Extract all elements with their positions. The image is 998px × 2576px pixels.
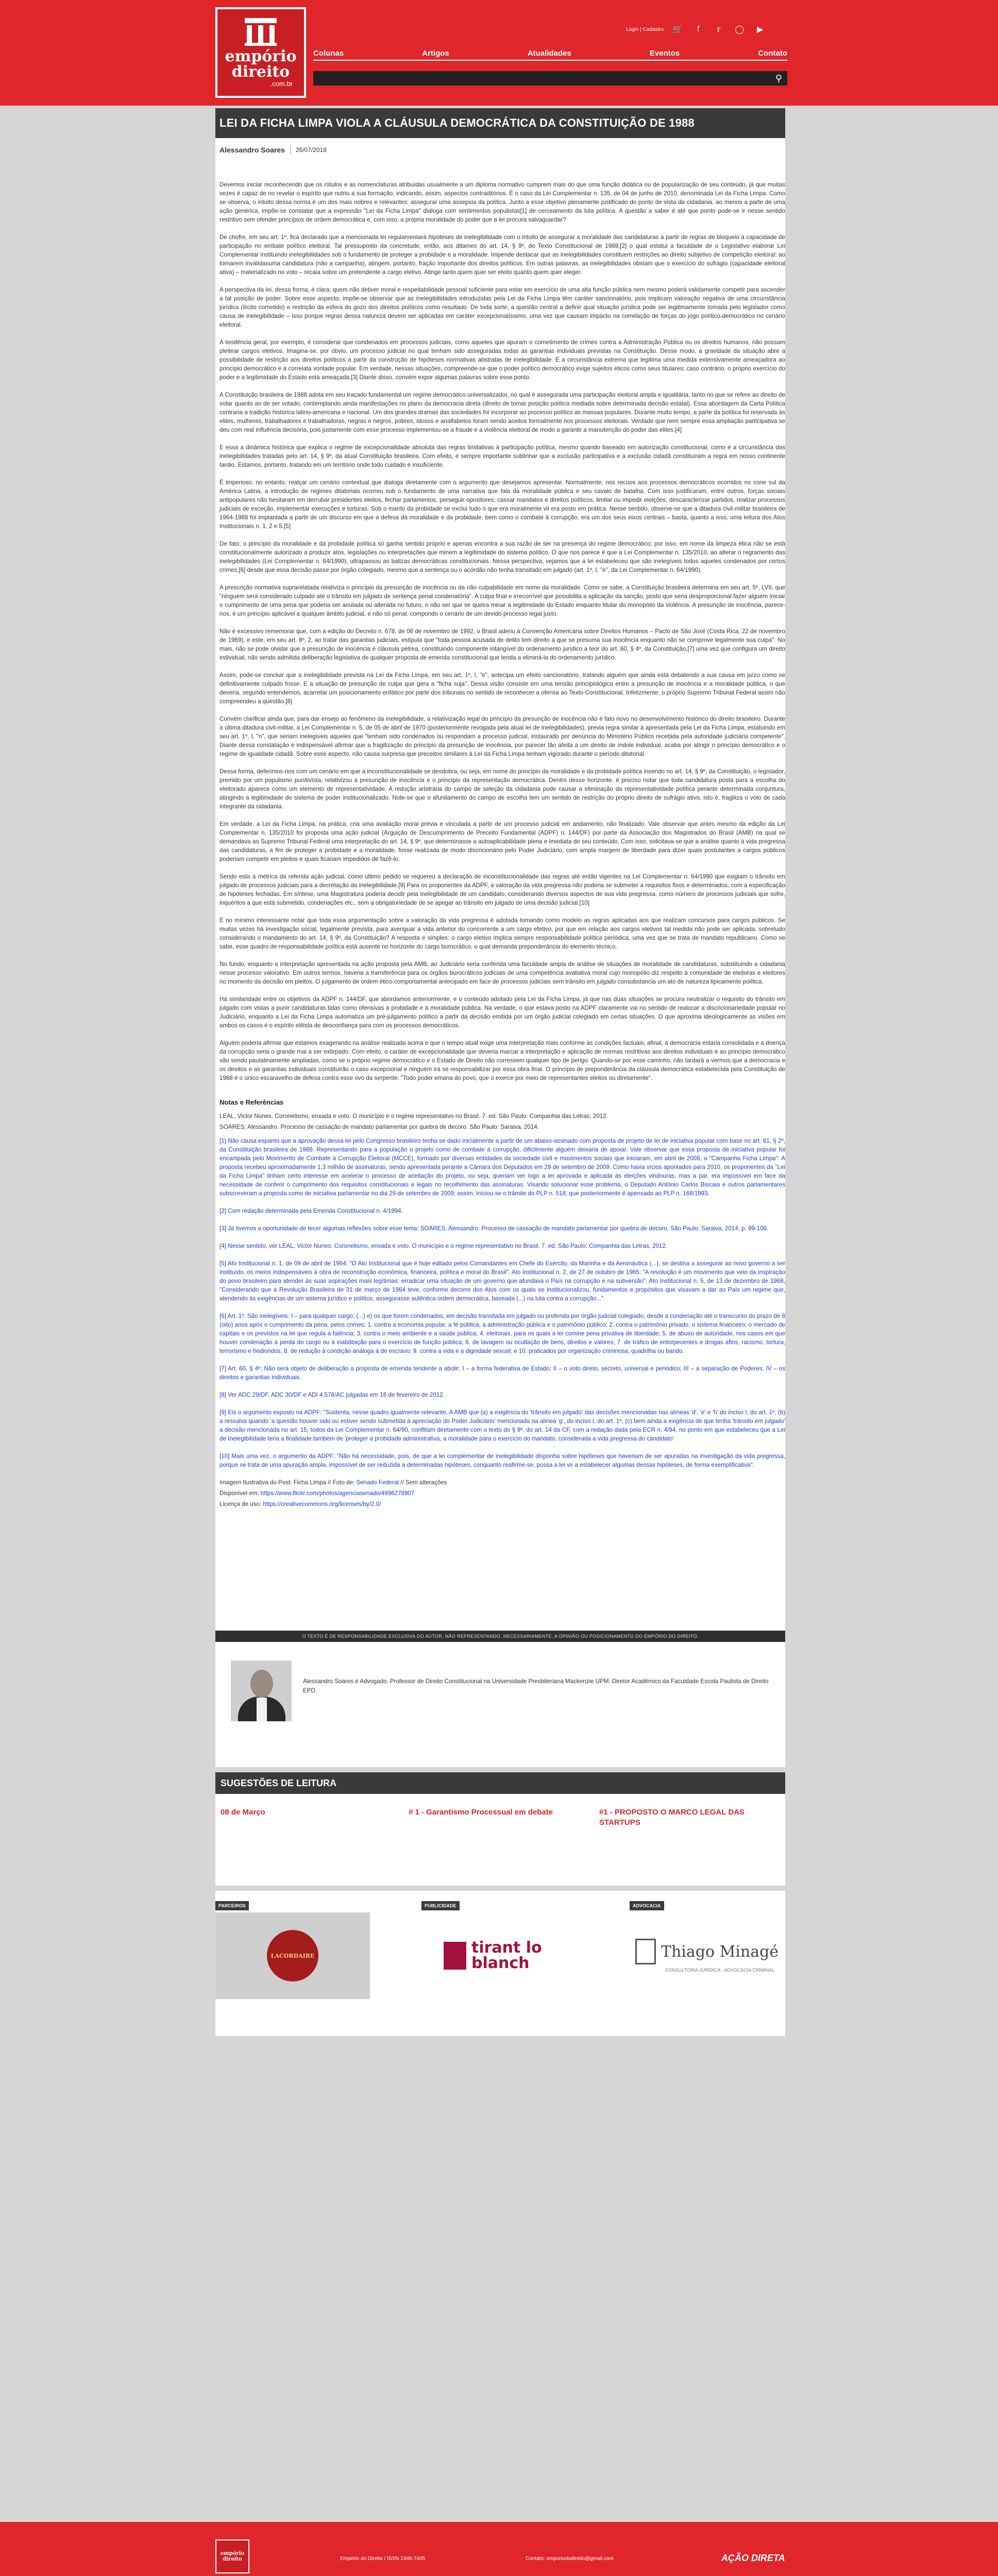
available-at: [219, 1489, 785, 1498]
article-paragraph: Em verdade, a Lei da Ficha Limpa, na prática, cria uma avaliação moral prévia e vinculada a partir de um processo judicial em andamento, não finalizado. Vale observar que antes mesmo da edição da Lei Complementar n. 135/2010 foi proposta uma ação judicial (Arguição de Descumprimento de Preceito Fundamental (ADPF) n. 144/DF) por parte da Associação dos Magistrados do Brasil (AMB) na qual se demandava ao Supremo Tribunal Federal uma interpretação do art. 14, § 9º, que determinasse a autoaplicabilidade plena e imediata do seu conteúdo. Com isso, solicitava-se que a análise quanto à vida pregressa das candidaturas, a fim de proteger a probidade e a moralidade, fosse realizada de modo discricionário pelo Poder Judiciário, com ampla margem de liberdade para dizer quais postulantes a cargos públicos poderiam competir em pleitos e quais ficariam impedidos de fazê-lo.: [219, 821, 785, 862]
article-card: [215, 108, 785, 1767]
article-paragraph: Assim, pode-se concluir que a inelegibilidade prevista na Lei da Ficha Limpa, em seu art. 1º, I, "e", antecipa um efeito sancionatório, tratando alguém que ainda está debatendo a sua causa em juízo como se definitivamente culpado fosse. E a situação de presunção de culpa que gera a "ficha suja". Dessa visão consiste em uma tensão principiológica entre a presunção de inocência e a moralidade pública, o que deveria, segundo entendemos, acarretar um posicionamento enfático por parte dos tribunais no sentido de reconhecer a ofensa ao Texto Constitucional. Infelizmente, o próprio Supremo Tribunal Federal assim não compreendeu a questão.[8]: [219, 672, 785, 705]
facebook-icon[interactable]: f: [697, 25, 700, 33]
article-paragraph: A tendência geral, por exemplo, é considerar que condenados em processos judiciais, como aqueles que apuram o cometimento de crimes contra a Administração Pública ou os direitos humanos, não possam pleitear cargos eletivos. Imagina-se, por óbvio, um processo judicial no qual tenham sido asseguradas todas as garantias individuais previstas na Constituição. Desse modo, a gravidade da situação abre a possibilidade de restrição aos direitos políticos a partir da construção de hipóteses normativas abstratas de inelegibilidade. É a circunstância extrema que legitima uma medida extensivamente ameaçadora ao princípio democrático e à correlata vontade popular. Em verdade, nessas situações, compreende-se que o poder político democrático exige sujeitos éticos como seus titulares; caso contrário, o próprio exercício do poder e a legitimidade do Estado está ameaçada.[3] Diante disso, convém expor algumas palavras sobre esse ponto.: [219, 339, 785, 381]
article-paragraph: A perspectiva da lei, dessa forma, é clara: quem não detiver moral e respeitabilidade pessoal suficiente para estar em exercício de uma alta função pública nem mesmo poderá validamente competir para ascender a tal posição de poder. Sobre esse aspecto, impõe-se observar que as inelegibilidades introduzidas pela Lei da Ficha Limpa têm caráter sancionatório, pois implicam valoração negativa de uma circunstância jurídica (ilícito cometido) e restrição da esfera do gozo dos direitos políticos como resultado. De toda sorte, a questão central a definir qual situação jurídica pode ser legitimamente tomada pelo legislador como causa de inelegibilidade – isso porque regras dessa natureza devem ser aplicadas em caráter excepcionalíssimo, uma vez que causam impacto na correlação de forças do jogo político-democrático no cenário eleitoral.: [219, 286, 785, 328]
publish-date: 26/07/2018: [295, 146, 327, 154]
byline-divider: [290, 146, 291, 154]
nav-contato[interactable]: Contato: [758, 48, 787, 58]
article-paragraph: Há similaridade entre os objetivos da ADPF n. 144/DF, que abordamos anteriormente, e o conteúdo adotado pela Lei da Ficha Limpa, já que nas duas situações se procura neutralizar o requisito do trânsito em julgado com vistas a punir candidaturas tidas como ofensivas à probidade e à moralidade pública. Na verdade, o que estava posto na ADPF claramente vai no sentido de realocar a discricionariedade popular no Judiciário, enquanto a Lei da Ficha Limpa automatiza um pré-julgamento político a partir da decisão emitida por um órgão judicial colegiado em certas situações. O que aproxima ideologicamente as visões em ambos os casos é o espírito elitista de desconfiança para com os processos democráticos.: [219, 996, 785, 1029]
article-paragraph: De fato, o princípio da moralidade e da probidade política só ganha sentido próprio e apenas encontra a sua razão de ser na presença do regime democrático; por isso, em nome da limpeza ética não se está constitucionalmente autorizado a produzir atos, legislações ou interpretações que minem a legitimidade do sistema político. O que nos parece é que a Lei Complementar n. 135/2010, ao alterar o regramento das inelegibilidades (Lei Complementar n. 64/1990), ultrapassou as balizas democráticas constitucionais. Nessa perspectiva, vejamos que a lei estabeleceu que são inelegíveis todos aqueles condenados por certos crimes,[6] desde que essa decisão passe por órgão colegiado, mesmo que a sentença ou o acórdão não tenha transitado em julgado (art. 1º, I, "e", da Lei Complementar n. 64/1990).: [219, 540, 785, 573]
image-credit: [219, 1478, 785, 1487]
search-bar: [313, 71, 787, 86]
reference-item: LEAL, Victor Nunes. Coronelismo, enxada e voto. O município e o regime representativo no Brasil. 7. ed. São Paulo: Companhia das Letras, 2012.: [219, 1113, 608, 1120]
article-paragraph: Alguém poderia afirmar que estamos exagerando na análise realizada acima e que o tempo atual exige uma interpretação mais conforme às condições factuais; afinal, a democracia estaria consolidada e a doença da corrupção seria o grande mal a ser extirpado. Com efeito, o caráter de excepcionalidade que deveria marcar a interpretação e aplicação de normas restritivas aos direitos individuais e ao princípio democrático vão sendo paulatinamente ampliadas, como se o próprio regime democrático e o Estado de Direito não corressem qualquer tipo de perigo. Quando-se por esse caminho, não tardará a vermos que a democracia e os direitos e as garantias individuais constituirão o caso excepcional e ninguém irá se responsabilizar por essa obra final. O princípio de preponderância da cláusula democrática estabelecida pela Constituição de 1988 é o único escaravelho de defesa contra esse ovo da serpente. "Todo poder emana do povo, que o exerce por meio de representantes eleitos ou diretamente".: [219, 1040, 785, 1081]
article-paragraph: A Constituição brasileira de 1988 adota em seu traçado fundamental um regime democrático universalizador, no qual é assegurada uma participação eleitoral ampla e igualitária, tanto no que se refere ao direito de votar quanto ao de ser votado, contemplando ainda manifestações no plano da democracia direta (direito de tomar posição política mediada sobre determinada decisão estatal). Essa abordagem da Carta Política contraria a tradição histórica latino-americana e nacional. Um dos grandes dramas das sociedades foi incorporar ao processo político as massas populares. Durante muito tempo, a parte da política foi reservada às elites, mulheres, trabalhadores e trabalhadoras, negras e negros, pobres, idosos e analfabetos foram sendo aceitos formalmente nos processos eleitorais. Verdade que nem sempre essa ampliação participativa se deu com real influência decisória, pois justamente com esse processo implementou-se a fraude e a violência eleitoral de modo a garantir a manutenção do poder das elites.[4]: [219, 392, 785, 433]
footnote-1[interactable]: [1] Não causa espanto que a aprovação dessa lei pelo Congresso brasileiro tenha se dado inicialmente a partir de um abaixo-assinado com proposta de projeto de lei de iniciativa popular com base no art. 61, § 2º, da Constituição brasileira de 1988. Representando para a população o projeto como de combate à corrupção, dificilmente alguém deixaria de apoiar. Vale observar que essa proposta de iniciativa popular foi encampada pelo Movimento de Combate à Corrupção Eleitoral (MCCE), formado por diversas entidades da sociedade civil e movimentos sociais que iniciaram, em abril de 2008, a "Campanha Ficha Limpa". A proposta recebeu aproximadamente 1,3 milhão de assinaturas, sendo apresentada perante a Câmara dos Deputados em 29 de setembro de 2009. Como havia vícios apontados para 2010, os proponentes da "Lei da Ficha Limpa" tinham certo interesse em acelerar o processo de aceitação do projeto, ou seja, queriam ver logo a lei aprovada e aplicada às eleições vindouras, mas a par, era impossível em face da necessidade de conferir o cumprimento dos requisitos constitucionais e legais no recolhimento das assinaturas. Visando solucionar esse problema, o Deputado Antônio Carlos Biscaia e outros parlamentares subscreveram a proposta como de iniciativa parlamentar no dia 29 de setembro de 2009; assim, iniciou-se o trâmite do PLP n. 518, que posteriormente é apensado ao PLP n. 168/1993.: [219, 1138, 785, 1197]
instagram-icon[interactable]: ◯: [735, 25, 745, 34]
suggestion-link[interactable]: #1 - PROPOSTO O MARCO LEGAL DAS STARTUPS: [599, 1808, 745, 1827]
cart-icon[interactable]: 🛒: [672, 25, 683, 34]
footnote-10[interactable]: [10] Mais uma vez, o argumento da ADPF: "Não há necessidade, pois, de que a lei complementar de inelegibilidade disponha sobre hipóteses que haveriam de ser apuradas na investigação da vida pregressa, porque se trata de uma apuração ampla, impossível de ser reduzida a determinadas hipóteses, conquanto reafirme-se, possa a lei vir a estabelecer algumas dessas hipóteses, de forma exemplificativa".: [219, 1453, 785, 1468]
footnote-5[interactable]: [5] Ato Institucional n. 1, de 09 de abril de 1964: "O Ato Institucional que é hoje editado pelos Comandantes em Chefe do Exército, da Marinha e da Aeronáutica (...), se destina a assegurar ao novo governo a ser instituído, os meios indispensáveis à obra de reconstrução econômica, financeira, política e moral do Brasil". Ato Institucional n. 2, de 27 de outubro de 1965: "A revolução é um movimento que veio da inspiração do povo brasileiro para atender às suas aspirações mais legítimas: erradicar uma situação de um governo que afundava o País na corrupção e na subversão". Ato Institucional n. 5, de 13 de dezembro de 1968, "Considerando que a Revolução Brasileira de 31 de março de 1964 teve, conforme decorre dos Atos com os quais se institucionalizou, fundamentos e propósitos que visavam a dar ao País um regime que, atendendo às exigências de um sistema jurídico e político, assegurasse autêntica ordem democrática, baseada (...) na luta contra a corrupção...".: [219, 1260, 785, 1302]
image-credit-author-link[interactable]: Senado Federal: [356, 1479, 399, 1486]
article-body: [219, 180, 785, 1517]
article-paragraph: De chofre, em seu art. 1º, fica declarado que a mencionada lei regulamentará hipóteses de inelegibilidade com o intuito de assegurar a moralidade das candidaturas a partir de regras de bloqueio à capacidade de participação no embate político eleitoral. Tal pressuposto da concretude, então, aos ditames do art. 14, § 9º, do Texto Constitucional de 1988,[2] o qual estatui a faculdade de o Legislativo elaborar Lei Complementar instituindo inelegibilidades sob o fundamento de proteger a probidade e a moralidade. Impende destacar que as inelegibilidades constituem restrições ao direito subjetivo de competição eleitoral: ao tornarem inválidasuma candidatura (não a campanha), atingem, portanto, fração importante dos direitos políticos. Em outras palavras, as inelegibilidades obstam que o exercício do sufrágio (capacidade eleitoral ativa) – materializado no voto – recaia sobre um pretendente a cargo eletivo. Atinge tanto quem quer ser eleito quanto quem quer eleger.: [219, 234, 785, 276]
footnote-4[interactable]: [4] Nesse sentido, ver LEAL, Victor Nunes. Coronelismo, enxada e voto. O município e o regime representativo no Brasil. 7. ed. São Paulo: Companhia das Letras, 2012.: [219, 1243, 668, 1249]
tirant-mark-icon: [444, 1942, 466, 1970]
footer-logo[interactable]: [215, 2539, 249, 2573]
sponsor-law[interactable]: [630, 1901, 784, 2025]
site-footer: [0, 2522, 998, 2576]
thiago-mark-icon: [635, 1939, 656, 1964]
tirant-logo: [421, 1912, 576, 1999]
footnote-8[interactable]: [8] Ver ADC 29/DF, ADC 30/DF e ADI 4.578/AC julgadas em 16 de fevereiro de 2012.: [219, 1392, 445, 1398]
suggested-reading: [215, 1772, 785, 1886]
footer-issn: Empório do Direito / ISSN 2446-7405: [340, 2556, 426, 2562]
license-url-link[interactable]: https://creativecommons.org/licenses/by/2.0/: [263, 1501, 381, 1507]
disclaimer-bar: O TEXTO É DE RESPONSABILIDADE EXCLUSIVA DO AUTOR, NÃO REPRESENTANDO, NECESSARIAMENTE, A OPINIÃO OU POSICIONAMENTO DO EMPÓRIO DO DIREITO.: [215, 1631, 785, 1642]
suggested-reading-title: SUGESTÕES DE LEITURA: [215, 1772, 785, 1794]
suggestion-link[interactable]: # 1 - Garantismo Processual em debate: [409, 1808, 553, 1817]
footer-logo-text-2: direito: [223, 2556, 242, 2562]
logo-text-2: direito: [231, 62, 290, 81]
sponsor-subtitle: CONSULTORIA JURÍDICA · ADVOCACIA CRIMINAL: [665, 1968, 775, 1973]
login-link[interactable]: Login | Cadastro: [626, 26, 664, 32]
author-bio: Alessandro Soares é Advogado. Professor de Direito Constitucional na Universidade Presbiteriana Mackenzie UPM. Diretor Acadêmico da Faculdade Escola Paulista de Direito EPD.: [303, 1678, 769, 1694]
nav-colunas[interactable]: Colunas: [313, 48, 344, 58]
image-credit-suffix: // Sem alterações: [400, 1479, 447, 1486]
footnote-3[interactable]: [3] Já tivemos a oportunidade de tecer algumas reflexões sobre esse tema: SOARES, Alessandro. Processo de cassação de mandato parlamentar por quebra de decoro. São Paulo: Saraiva, 2014, p. 99-106.: [219, 1225, 769, 1232]
thiago-logo: [630, 1912, 784, 1999]
author-name[interactable]: Alessandro Soares: [219, 146, 285, 154]
sponsor-label: PARCEIROS: [215, 1901, 249, 1910]
logo-text-3: .com.br: [270, 79, 293, 88]
reference-item: SOARES, Alessandro. Processo de cassação de mandato parlamentar por quebra de decoro. São Paulo: Saraiva, 2014.: [219, 1124, 539, 1130]
search-input[interactable]: [313, 71, 767, 86]
youtube-icon[interactable]: ▶: [757, 25, 764, 34]
image-credit-prefix: Imagem Ilustrativa do Post: Ficha Limpa // Foto de:: [219, 1479, 355, 1486]
suggestion-link[interactable]: 08 de Março: [221, 1808, 265, 1817]
footer-brand[interactable]: AÇÃO DIRETA: [721, 2553, 785, 2563]
logo-text-1: empório: [225, 47, 297, 65]
columns-logo-icon: [245, 18, 277, 46]
article-paragraph: Dessa forma, deferimos-nos com um cenário em que a inconstitucionalidade se desdobra, ou seja, em nome do princípio da moralidade e da probidade política inserido no art. 14, § 9º, da Constituição, o legislador, premido por um populismo punitivista, relativizou a presunção de inocência e o princípio da representação democrática. Dentro desse horizonte, é preciso notar que toda candidatura posta para a escolha do eleitorado aparece como um elemento de representatividade. A redução arbitrária do campo de seleção da cidadania pode causar a eliminação da representatividade política perante determinada conjuntura, atingindo a legitimidade do sistema de poder institucionalizado. Note-se que o afunilamento do campo de escolha tem um sentido de restrição do próprio direito de sufrágio ativo, isto é, fragiliza o voto de cada integrante da cidadania.: [219, 768, 785, 810]
nav-artigos[interactable]: Artigos: [422, 48, 449, 58]
available-label: Disponível em:: [219, 1490, 259, 1497]
top-utilities: [626, 23, 767, 36]
author-box: [215, 1651, 785, 1728]
sponsor-partner[interactable]: [215, 1901, 370, 2025]
nav-atualidades[interactable]: Atualidades: [527, 48, 571, 58]
available-url-link[interactable]: https://www.flickr.com/photos/agenciasenado/4996278907: [260, 1490, 415, 1497]
sponsor-name: LACORDAIRE: [267, 1930, 318, 1981]
license: [219, 1500, 785, 1509]
article-title: LEI DA FICHA LIMPA VIOLA A CLÁUSULA DEMOCRÁTICA DA CONSTITUIÇÃO DE 1988: [215, 108, 785, 138]
article-paragraph: É imperioso, no entanto, realçar um cenário contextual que dialoga diretamente com o argumento que desejamos apresentar. Normalmente, nos recuos aos processos democráticos ocorridos no cone sul da América Latina, a introdução de regimes ditatoriais ocorreu sob o fundamento de uma narrativa que fala da moralidade pública e seu cavalo de batalha. Com isso justificaram, entre outros, forças sociais antipopulares não hesitaram em derrubar presidentes eleitos, fechar parlamentos, perseguir opositores, cassar mandatos e direitos políticos, limitar ou impedir eleições, descaracterizar partidos, realizar processos judiciais de exceção, implementar execuções e torturas. Sob o manto da probidade se exclui tudo o que era moralmente vil era posto em prática. Nesse sentido, observe-se que a ditadura civil-militar brasileira de 1964-1988 foi implantada a partir de um discurso em que a defesa da moralidade e da probidade, bem como o combate à corrupção, era um dos seus eixos centrais – basta, quanto a isso, uma leitura dos Atos Institucionais n. 1, 2 e 5.[5]: [219, 479, 785, 530]
article-paragraph: A prescrição normativa suprarelatada relativiza o princípio da presunção de inocência ou da não culpabilidade em nome da moralidade. Como se sabe, a Constituição brasileira determina em seu art. 5º, LVII, que "ninguém será considerado culpado até o trânsito em julgado de sentença penal condenatória". A culpa final e irrecorrível que possibilita a aplicação da sanção, posto que seria desproporcional fazer alguém iniciar o cumprimento de uma pena que poderia ser anulada ou alterada no futuro, o não ser que se queira minar a legitimidade do Estado enquanto titular do monopólio da violência. A presunção de inocência, parece-nos, é um princípio aplicável a qualquer âmbito judicial, e não só penal, compondo o cenário de um devido processo legal justo.: [219, 584, 785, 617]
sponsor-label: ADVOCACIA: [630, 1901, 664, 1910]
article-paragraph: É no mínimo interessante notar que toda essa argumentação sobre a valoração da vida pregressa é adotada tomando como modelo as regras aplicadas aos que realizam concursos para cargos públicos. Se muitas vezes há investigação social, legalmente prevista, para averiguar a vida anterior do concorrente a um cargo efetivo, por que em relação aos cargos eletivos tal medida não pode ser aplicada, sobretudo considerando o mandamento do art. 14, § 9º, da Constituição? A resposta é simples: o cargo eletivo implica sempre responsabilidade política periódica, uma vez que se trata de mandato republicano. Como se sabe, esse quadro de responsabilidade política está ausente no horizonte do cargo burocrático, o qual demanda preponderância do elemento técnico.: [219, 917, 785, 950]
sponsor-name: Thiago Minagé: [661, 1942, 779, 1961]
nav-eventos[interactable]: Eventos: [649, 48, 680, 58]
footer-contact[interactable]: Contato: emporiododireito@gmail.com: [526, 2556, 614, 2562]
lacordaire-logo: [215, 1912, 370, 1999]
byline: [219, 144, 327, 156]
footnote-2[interactable]: [2] Com redação determinada pela Emenda Constitucional n. 4/1994.: [219, 1208, 403, 1214]
sponsor-name: tirant lo blanch: [471, 1939, 542, 1972]
site-logo[interactable]: [215, 7, 306, 98]
license-label: Licença de uso:: [219, 1501, 262, 1507]
article-paragraph: Sendo esta a métrica da referida ação judicial, como último pedido se requereu a declaração de inconstitucionalidade das regras até então vigentes na Lei Complementar n. 64/1990 que exigiam o trânsito em julgado de processos judiciais para a decretação da inelegibilidade.[9] Para os proponentes da ADPF, a valoração da vida pregressa não poderia se submeter a requisitos fixos e determinados, com a especificação de hipóteses fechadas. Em síntese, uma Magistratura poderia decidir pela inelegibilidade de um candidato, considerando diversos aspectos de sua vida pregressa, como número de processos judiciais que sofre, inquéritos a que está submetido, condenações etc., sem a obrigatoriedade de se apegar ao trânsito em julgado de uma decisão judicial.[10]: [219, 873, 785, 906]
article-paragraph: No fundo, enquanto a interpretação apresentada na ação proposta pela AMB, ao Judiciário seria conferida uma faculdade ampla de análise de situações de moralidade de candidaturas, substituindo a cidadania nesse processo valorativo. Em outros termos, haveria a transferência para os órgãos burocráticos judiciais de uma competência avaliativa moral cujo monopólio diz respeito à comunidade de eleitoras e eleitores no momento da decisão em pleitos. O julgamento de ordem ético-comportamental antecipado em face de processos judiciais sem trânsito em julgado consubstancia um ato de natureza tipicamente política.: [219, 961, 785, 985]
footer-logo-text-1: empório: [220, 2551, 245, 2556]
site-header: [0, 0, 998, 106]
twitter-icon[interactable]: 𝕣: [717, 25, 721, 34]
main-nav: [313, 48, 787, 61]
sponsors: [215, 1891, 785, 2036]
article-paragraph: Convém clarificar ainda que, para dar ensejo ao fenômeno da inelegibilidade, a relativização legal do princípio da presunção de inocência não é fato novo no desenvolvimento histórico do direito brasileiro. Durante a última ditadura civil-militar, a Lei Complementar n. 5, de 05 de abril de 1970 (posteriormente revogada pela atual lei de inelegibilidades), previa regra similar à apresentada pela Lei da Ficha Limpa, estatuindo em seu art. 1º, I, "n", que seriam inelegíveis aqueles que "tenham sido condenados ou respondam a processo judicial, instaurado por denúncia do Ministério Público recebida pela autoridade judiciária competente". Diante dessa constatação é indispensável afirmar que a fragilização do princípio da presunção de inocência, por parecer tão afeita a um direito de índole individual, acaba por atingir o princípio democrático e o regime de igualdade cidadã. Sobre esse aspecto, não causa surpresa que preceitos similares à Lei da Ficha Limpa tenham vigorado durante o período ditatorial.: [219, 716, 785, 757]
footnote-7[interactable]: [7] Art. 60, § 4º: Não será objeto de deliberação a proposta de emenda tendente a abolir: I – a forma federativa de Estado; II – o voto direto, secreto, universal e periódico; III – a separação de Poderes; IV – os direitos e garantias individuais.: [219, 1365, 785, 1381]
search-icon[interactable]: ⚲: [775, 73, 782, 83]
article-paragraph: Devemos iniciar reconhecendo que os rótulos e as nomenclaturas atribuídas usualmente a um diploma normativo cumprem mais do que uma função didática ou de popularização de seu conteúdo, já que muitas vezes é capaz de no revelar o espírito que nutriu a sua formação, indicando, assim, aspectos contraditórios. É o caso da Lei Complementar n. 135, de 04 de junho de 2010, denominada Lei da Ficha Limpa. Como se observa, o intuito dessa norma é um dos mais nobres e relevantes: assegurar uma assepsia da política. Junto a esse objetivo plenamente justificado do ponto de vista da cidadania, ao menos a parte de uma ação genérica, impõe-se constatar que a expressão "Lei da Ficha Limpa" dialoga com sentimentos populistas[1] de cerceamento da luta política. A questão a saber é até que ponto pode-se ir nesse sentido restritivo sem ofender princípios de ordem democrática e, com isso, a própria moralidade do poder que a lei procura salvaguardar?: [219, 181, 785, 223]
article-paragraph: Não é excessivo rememorar que, com a edição do Decreto n. 678, de 06 de novembro de 1992, o Brasil aderiu à Convenção Americana sobre Direitos Humanos – Pacto de São José (Costa Rica, 22 de novembro de 1969), e este, em seu art. 8º, 2, ao tratar das garantias judiciais, estipula que "toda pessoa acusada de delito tem direito a que se presuma sua inocência enquanto não se comprove legalmente sua culpa". No mais, não se pode olvidar que a presunção de inocência é cláusula pétrea, constituindo componente intangível do ordenamento jurídico a teor do art. 60, § 4º, da Constituição,[7] uma vez que configura um direito individual, não sendo admitida deliberação legislativa de qualquer proposta de emenda constitucional que tenda a eliminá-la do ordenamento jurídico.: [219, 628, 785, 661]
footnote-9[interactable]: [9] Eis o argumento exposto na ADPF: "Sustenta, nesse quadro igualmente relevante, A AMB que (a) a exigência do 'trânsito em julgado' das decisões mencionadas nas alíneas 'd', 'e' e 'h' do inciso I, do art. 1º, (b) a ressalva quando 'a questão houver sido ou estiver sendo submetida à apreciação do Poder Judiciário' mencionada na alínea 'g', do inciso I, do art. 1º, (c) bem ainda a exigência de que tenha 'trânsito em julgado' a decisão mencionada no art. 15, todos da Lei Complementar n. 64/90, conflitam diretamente com o texto do § 9º, do art. 14 da CF, com a redação dada pela ECR n. 4/94, no ponto em que estabeleceu que a Lei de Inelegibilidade teria a finalidade também de 'proteger a probidade administrativa, a moralidade para o exercício do mandato, considerada a vida pregressa do candidato'.: [219, 1409, 785, 1442]
references-title: Notas e Referências: [219, 1098, 284, 1106]
sponsor-publicity[interactable]: [421, 1901, 576, 2025]
sponsor-label: PUBLICIDADE: [421, 1901, 460, 1910]
footnote-6[interactable]: [6] Art. 1º. São inelegíveis: I – para qualquer cargo: (...) e) os que forem condenados, em decisão transitada em julgado ou proferida por órgão judicial colegiado, desde a condenação até o transcurso do prazo de 8 (oito) anos após o cumprimento da pena, pelos crimes: 1. contra a economia popular, a fé pública, a administração pública e o patrimônio público; 2. contra o patrimônio privado, o sistema financeiro, o mercado de capitais e os previstos na lei que regula a falência; 3. contra o meio ambiente e a saúde pública; 4. eleitorais, para os quais a lei comine pena privativa de liberdade; 5. de abuso de autoridade, nos casos em que houver condenação à perda do cargo ou à inabilitação para o exercício de função pública; 6. de lavagem ou ocultação de bens, direitos e valores; 7. de tráfico de entorpecentes e drogas afins, racismo, tortura, terrorismo e hediondos; 8. de redução à condição análoga à de escravo; 9. contra a vida e a dignidade sexual; e 10. praticados por organização criminosa, quadrilha ou bando.: [219, 1313, 785, 1354]
article-paragraph: E essa a dinâmica histórica que explica o regime de excepcionalidade absoluta das regras limitativas à participação política, mesmo quando baseado em autorização constitucional, como é a circunstância das inelegibilidades tratadas pelo art. 14, § 9º, da atual Constituição brasileira. Com efeito, é sempre importante sublinhar que a exclusão participativa e a exclusão cidadã constituíram a regra em nosso continente tardio. Estamos, portanto, tratando em um território onde todo cuidado é insuficiente.: [219, 444, 785, 468]
author-avatar: [231, 1660, 292, 1721]
